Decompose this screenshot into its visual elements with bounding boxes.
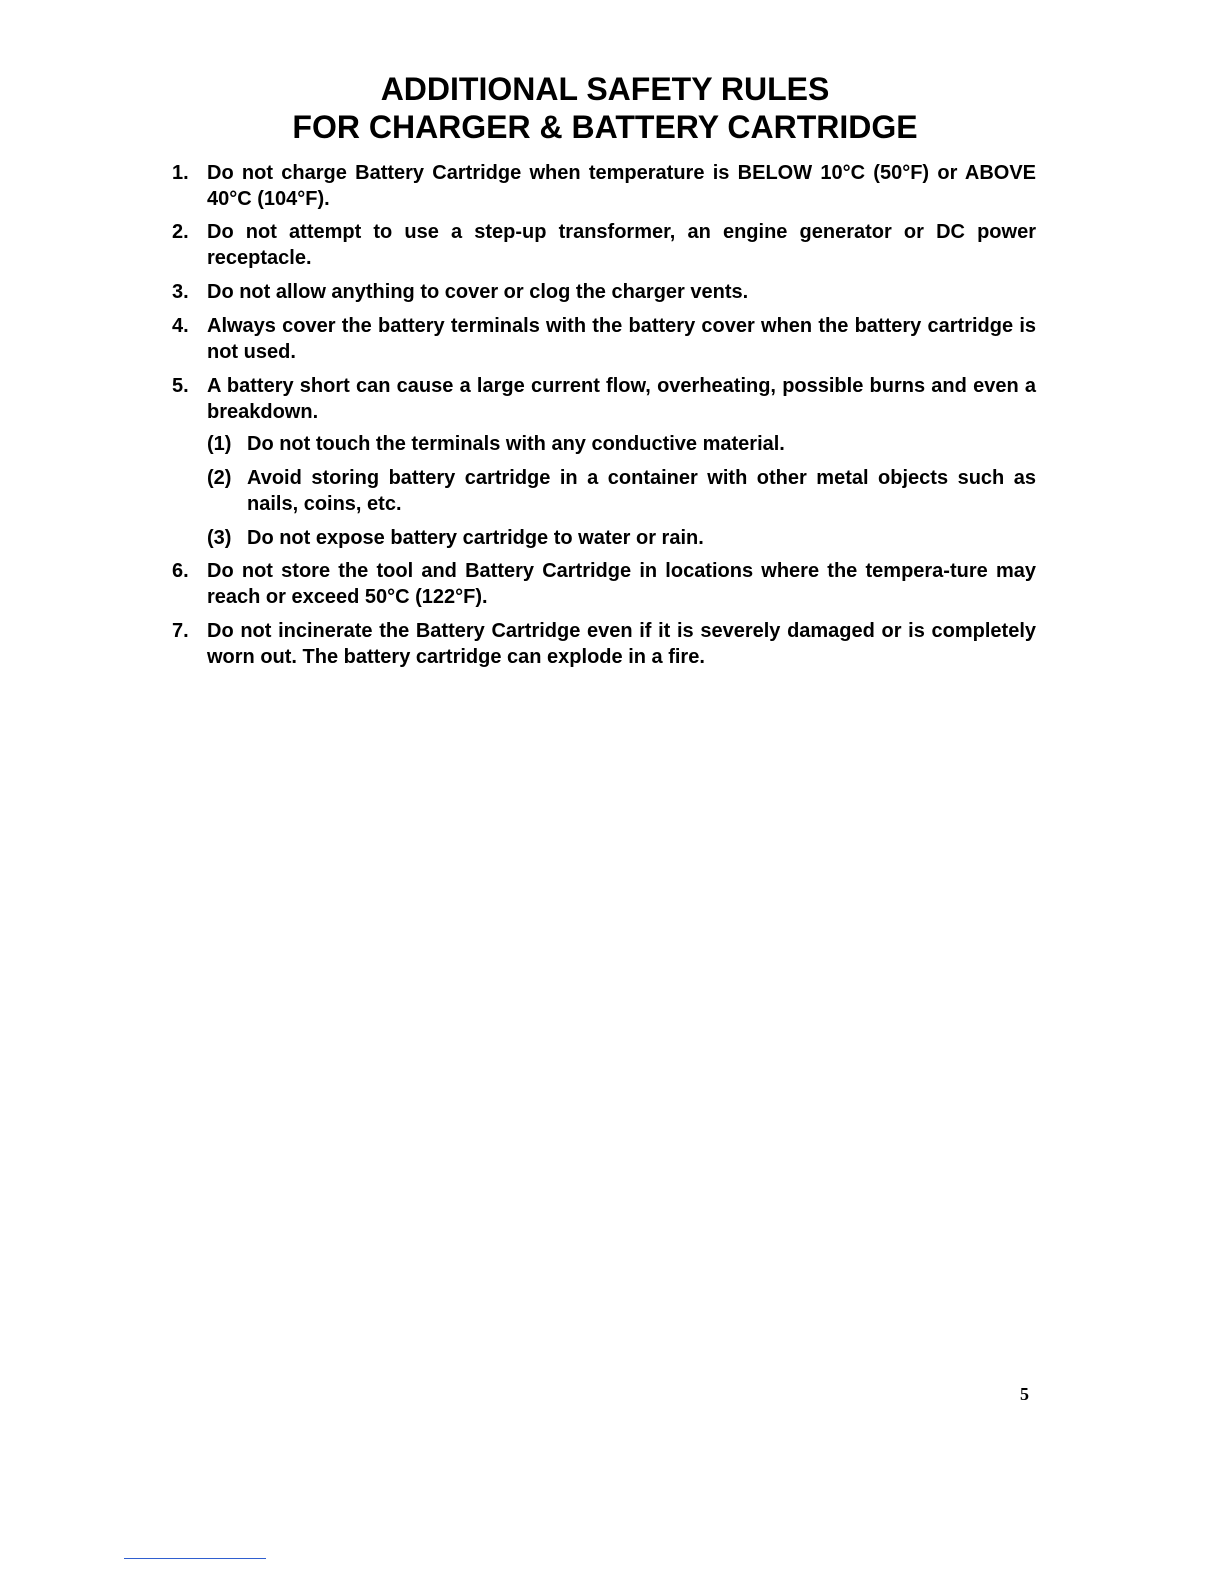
rule-text: Do not charge Battery Cartridge when temperature is BELOW 10°C (50°F) or ABOVE 40°C (104°F). — [207, 162, 1036, 210]
subrule-item-3 — [207, 525, 1036, 551]
rule-number: 3. — [172, 281, 189, 303]
subrule-number: (3) — [207, 527, 232, 549]
rule-item-6 — [172, 558, 1036, 610]
subrule-text: Do not expose battery cartridge to water or rain. — [247, 527, 704, 549]
rule-text: Do not store the tool and Battery Cartridge in locations where the tempera-ture may reach or exceed 50°C (122°F). — [207, 560, 1036, 608]
rule-item-5 — [172, 373, 1036, 425]
rule-text: A battery short can cause a large current flow, overheating, possible burns and even a breakdown. — [207, 375, 1036, 423]
rule-number: 6. — [172, 560, 189, 582]
page-number: 5 — [1020, 1384, 1029, 1404]
subrule-text: Do not touch the terminals with any conductive material. — [247, 433, 785, 455]
rule-number: 7. — [172, 620, 189, 642]
rule-number: 4. — [172, 315, 189, 337]
subrule-item-2 — [207, 465, 1036, 517]
rule-number: 1. — [172, 162, 189, 184]
subrule-text: Avoid storing battery cartridge in a container with other metal objects such as nails, coins, etc. — [247, 467, 1036, 515]
subrule-number: (1) — [207, 433, 232, 455]
rule-number: 2. — [172, 221, 189, 243]
footer-divider — [124, 1558, 266, 1559]
subrule-item-1 — [207, 431, 1036, 457]
rule-text: Do not incinerate the Battery Cartridge even if it is severely damaged or is completely worn out. The battery cartridge can explode in a fire. — [207, 620, 1036, 668]
rule-item-1 — [172, 160, 1036, 212]
subrule-number: (2) — [207, 467, 232, 489]
rule-item-3 — [172, 279, 1036, 305]
rule-text: Do not allow anything to cover or clog the charger vents. — [207, 281, 749, 303]
rule-item-4 — [172, 313, 1036, 365]
rule-text: Do not attempt to use a step-up transformer, an engine generator or DC power receptacle. — [207, 221, 1036, 269]
rule-item-2 — [172, 219, 1036, 271]
page-title-line-1: ADDITIONAL SAFETY RULES — [380, 71, 830, 107]
rule-item-7 — [172, 618, 1036, 670]
page-title-line-2: FOR CHARGER & BATTERY CARTRIDGE — [292, 109, 918, 145]
rule-number: 5. — [172, 375, 189, 397]
rule-text: Always cover the battery terminals with the battery cover when the battery cartridge is not used. — [207, 315, 1036, 363]
